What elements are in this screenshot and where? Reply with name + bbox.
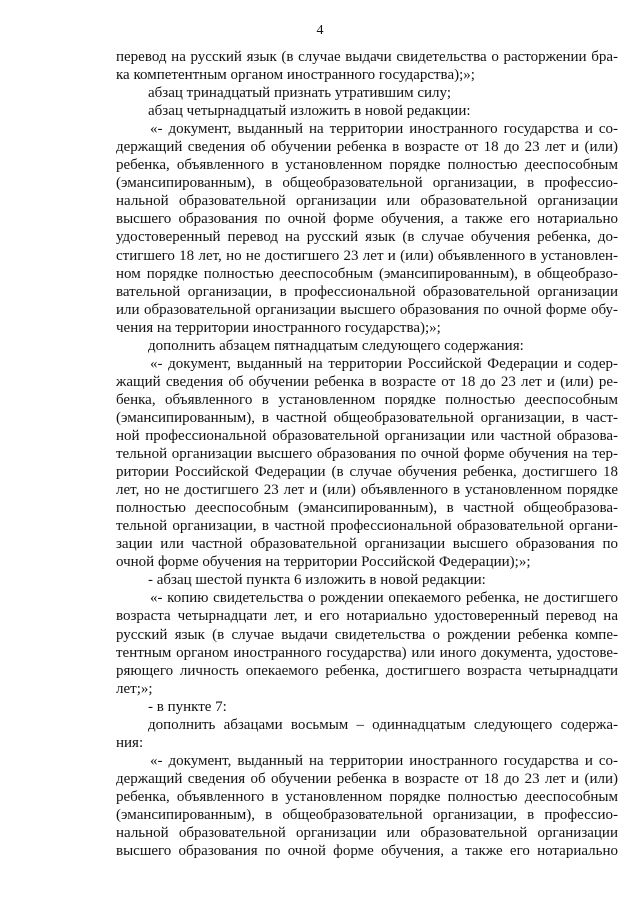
text-line: ряющего личность опекаемого ребенка, достигшего возраста четырнадцати: [116, 662, 618, 679]
text-line: перевод на русский язык (в случае выдачи свидетельства о расторжении бра-: [116, 49, 618, 65]
text-line: лет;»;: [116, 680, 153, 697]
text-line: ребенка, объявленного в установленном порядке полностью дееспособным: [116, 157, 618, 174]
text-line: ритории Российской Федерации (в случае обучения ребенка, достигшего 18: [116, 464, 618, 481]
text-line: высшего образования по очной форме обучения, а также его нотариально: [116, 843, 618, 860]
text-line: (эмансипированным), в общеобразовательной организации, в профессио-: [116, 806, 618, 823]
text-line: ном порядке полностью дееспособным (эмансипированным), в общеобразо-: [116, 265, 618, 282]
text-line: ной профессиональной образовательной организации или частной образова-: [116, 427, 618, 444]
page-number: 4: [316, 23, 324, 38]
text-line: жащий сведения об обучении ребенка в возрасте от 18 до 23 лет и (или) ре-: [116, 373, 618, 390]
text-line: «- документ, выданный на территории иностранного государства и со-: [150, 752, 618, 769]
text-line: ния:: [116, 734, 144, 751]
text-line: русский язык (в случае выдачи свидетельства о рождении ребенка компе-: [116, 626, 618, 643]
text-line: тельной организации, в частной профессиональной образовательной органи-: [116, 518, 618, 535]
text-line: очной форме обучения на территории Российской Федерации);»;: [116, 554, 531, 571]
text-line: вательной организации, в профессиональной образовательной организации: [116, 283, 618, 300]
text-line: дополнить абзацем пятнадцатым следующего содержания:: [148, 337, 524, 354]
text-line: абзац четырнадцатый изложить в новой редакции:: [148, 103, 471, 120]
text-line: бенка, объявленного в установленном порядке полностью дееспособным: [116, 391, 618, 408]
text-line: ребенка, объявленного в установленном порядке полностью дееспособным: [116, 788, 618, 805]
text-line: удостоверенный перевод на русский язык (в случае обучения ребенка, до-: [116, 229, 618, 246]
text-line: нальной образовательной организации или образовательной организации: [116, 825, 618, 842]
text-line: тентным органом иностранного государства) или иного документа, удостове-: [116, 644, 618, 661]
text-line: или образовательной организации высшего образования по очной форме обу-: [116, 301, 618, 318]
text-line: (эмансипированным), в частной общеобразовательной организации, в част-: [116, 409, 618, 426]
text-line: лет, но не достигшего 23 лет и (или) объявленного в установленном порядке: [116, 482, 618, 499]
text-line: стигшего 18 лет, но не достигшего 23 лет и (или) объявленного в установлен-: [116, 247, 618, 264]
text-line: держащий сведения об обучении ребенка в возрасте от 18 до 23 лет и (или): [116, 770, 618, 787]
text-line: тельной организации высшего образования по очной форме обучения на тер-: [116, 446, 618, 463]
document-body: [116, 48, 618, 860]
text-line: возраста четырнадцати лет, и его нотариально удостоверенный перевод на: [116, 608, 618, 625]
text-line: абзац тринадцатый признать утратившим силу;: [148, 85, 451, 102]
text-line: ка компетентным органом иностранного государства);»;: [116, 67, 475, 84]
text-line: держащий сведения об обучении ребенка в возрасте от 18 до 23 лет и (или): [116, 139, 618, 156]
text-line: полностью дееспособным (эмансипированным), в частной общеобразова-: [116, 500, 618, 517]
text-line: - абзац шестой пункта 6 изложить в новой редакции:: [148, 572, 486, 589]
text-line: (эмансипированным), в общеобразовательной организации, в профессио-: [116, 175, 618, 192]
text-line: зации или частной образовательной организации высшего образования по: [116, 536, 618, 553]
text-line: чения на территории иностранного государства);»;: [116, 319, 441, 336]
text-line: нальной образовательной организации или образовательной организации: [116, 193, 618, 210]
text-line: высшего образования по очной форме обучения, а также его нотариально: [116, 211, 618, 228]
text-line: «- копию свидетельства о рождении опекаемого ребенка, не достигшего: [150, 590, 618, 607]
text-line: - в пункте 7:: [148, 698, 227, 715]
text-line: «- документ, выданный на территории иностранного государства и со-: [150, 121, 618, 138]
text-line: дополнить абзацами восьмым – одиннадцатым следующего содержа-: [148, 716, 618, 733]
text-line: «- документ, выданный на территории Российской Федерации и содер-: [150, 355, 618, 372]
